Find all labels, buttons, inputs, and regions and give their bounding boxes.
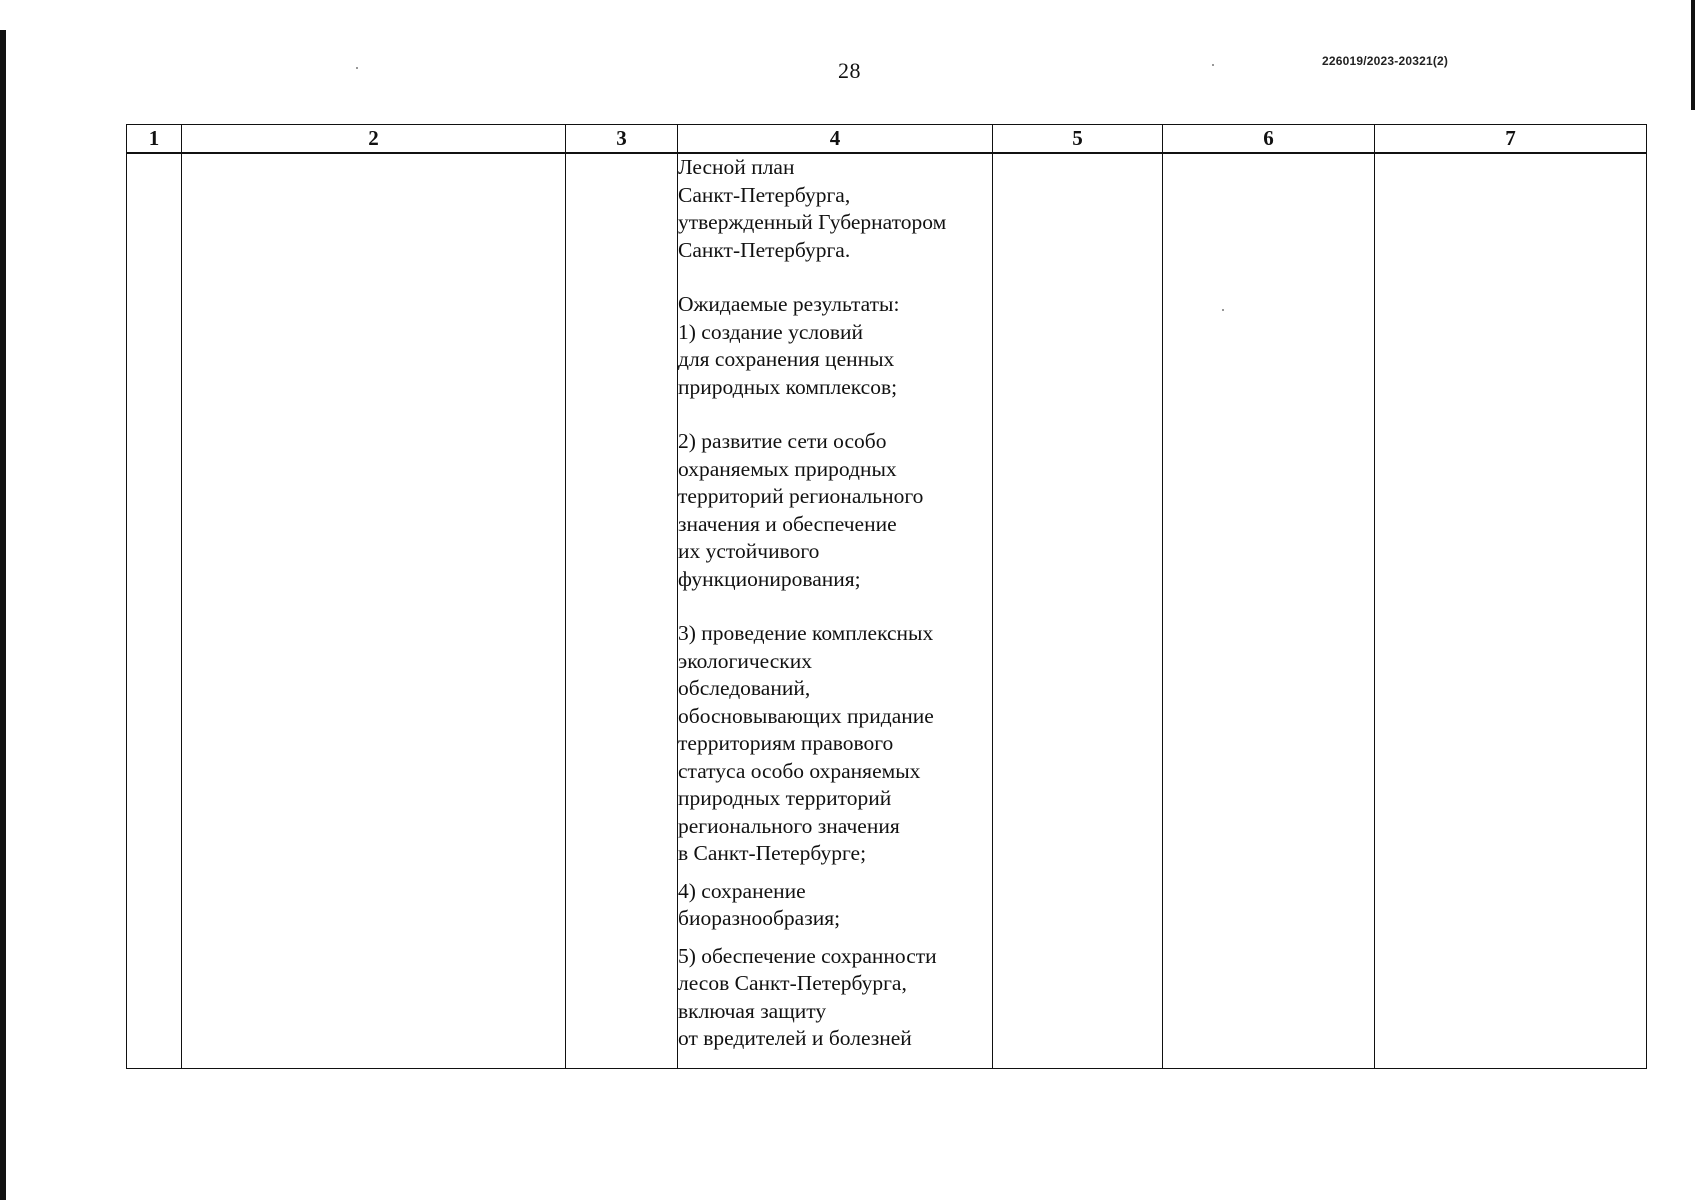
- column-header-3: 3: [566, 125, 678, 154]
- scan-speck: [356, 67, 358, 69]
- expected-results-item-4: 4) сохранение биоразнообразия;: [678, 878, 841, 930]
- scan-speck: [1212, 64, 1214, 66]
- cell-col-1: [127, 153, 182, 1069]
- table-row: [127, 153, 1647, 1069]
- expected-results-item-5: 5) обеспечение сохранности лесов Санкт-Петербурга, включая защиту от вредителей и болезней: [678, 943, 937, 1050]
- column-header-5: 5: [993, 125, 1163, 154]
- cell-col-4: [678, 153, 993, 1069]
- main-table: [126, 124, 1647, 1069]
- column-header-1: 1: [127, 125, 182, 154]
- cell-col-7: [1375, 153, 1647, 1069]
- forest-plan-reference: Лесной план Санкт-Петербурга, утвержденный Губернатором Санкт-Петербурга.: [678, 155, 947, 262]
- cell-col-6: [1163, 153, 1375, 1069]
- column-header-6: 6: [1163, 125, 1375, 154]
- expected-results-item-1: Ожидаемые результаты: 1) создание условий для сохранения ценных природных комплексов;: [678, 292, 900, 399]
- expected-results-item-3: 3) проведение комплексных экологических обследований, обосновывающих придание территориям правового статуса особо охраняемых природных территорий регионального значения в Санкт-Петербурге;: [678, 621, 934, 865]
- document-id: 226019/2023-20321(2): [1322, 54, 1449, 68]
- column-header-4: 4: [678, 125, 993, 154]
- cell-col-5: [993, 153, 1163, 1069]
- cell-col-3: [566, 153, 678, 1069]
- column-header-2: 2: [182, 125, 566, 154]
- scan-edge-left: [0, 30, 6, 1200]
- page-number: 28: [838, 58, 861, 83]
- column-header-7: 7: [1375, 125, 1647, 154]
- cell-col-2: [182, 153, 566, 1069]
- scan-edge-right: [1691, 0, 1695, 110]
- expected-results-item-2: 2) развитие сети особо охраняемых природных территорий регионального значения и обеспечение их устойчивого функционирования;: [678, 429, 924, 591]
- column-number-header-row: [127, 125, 1647, 154]
